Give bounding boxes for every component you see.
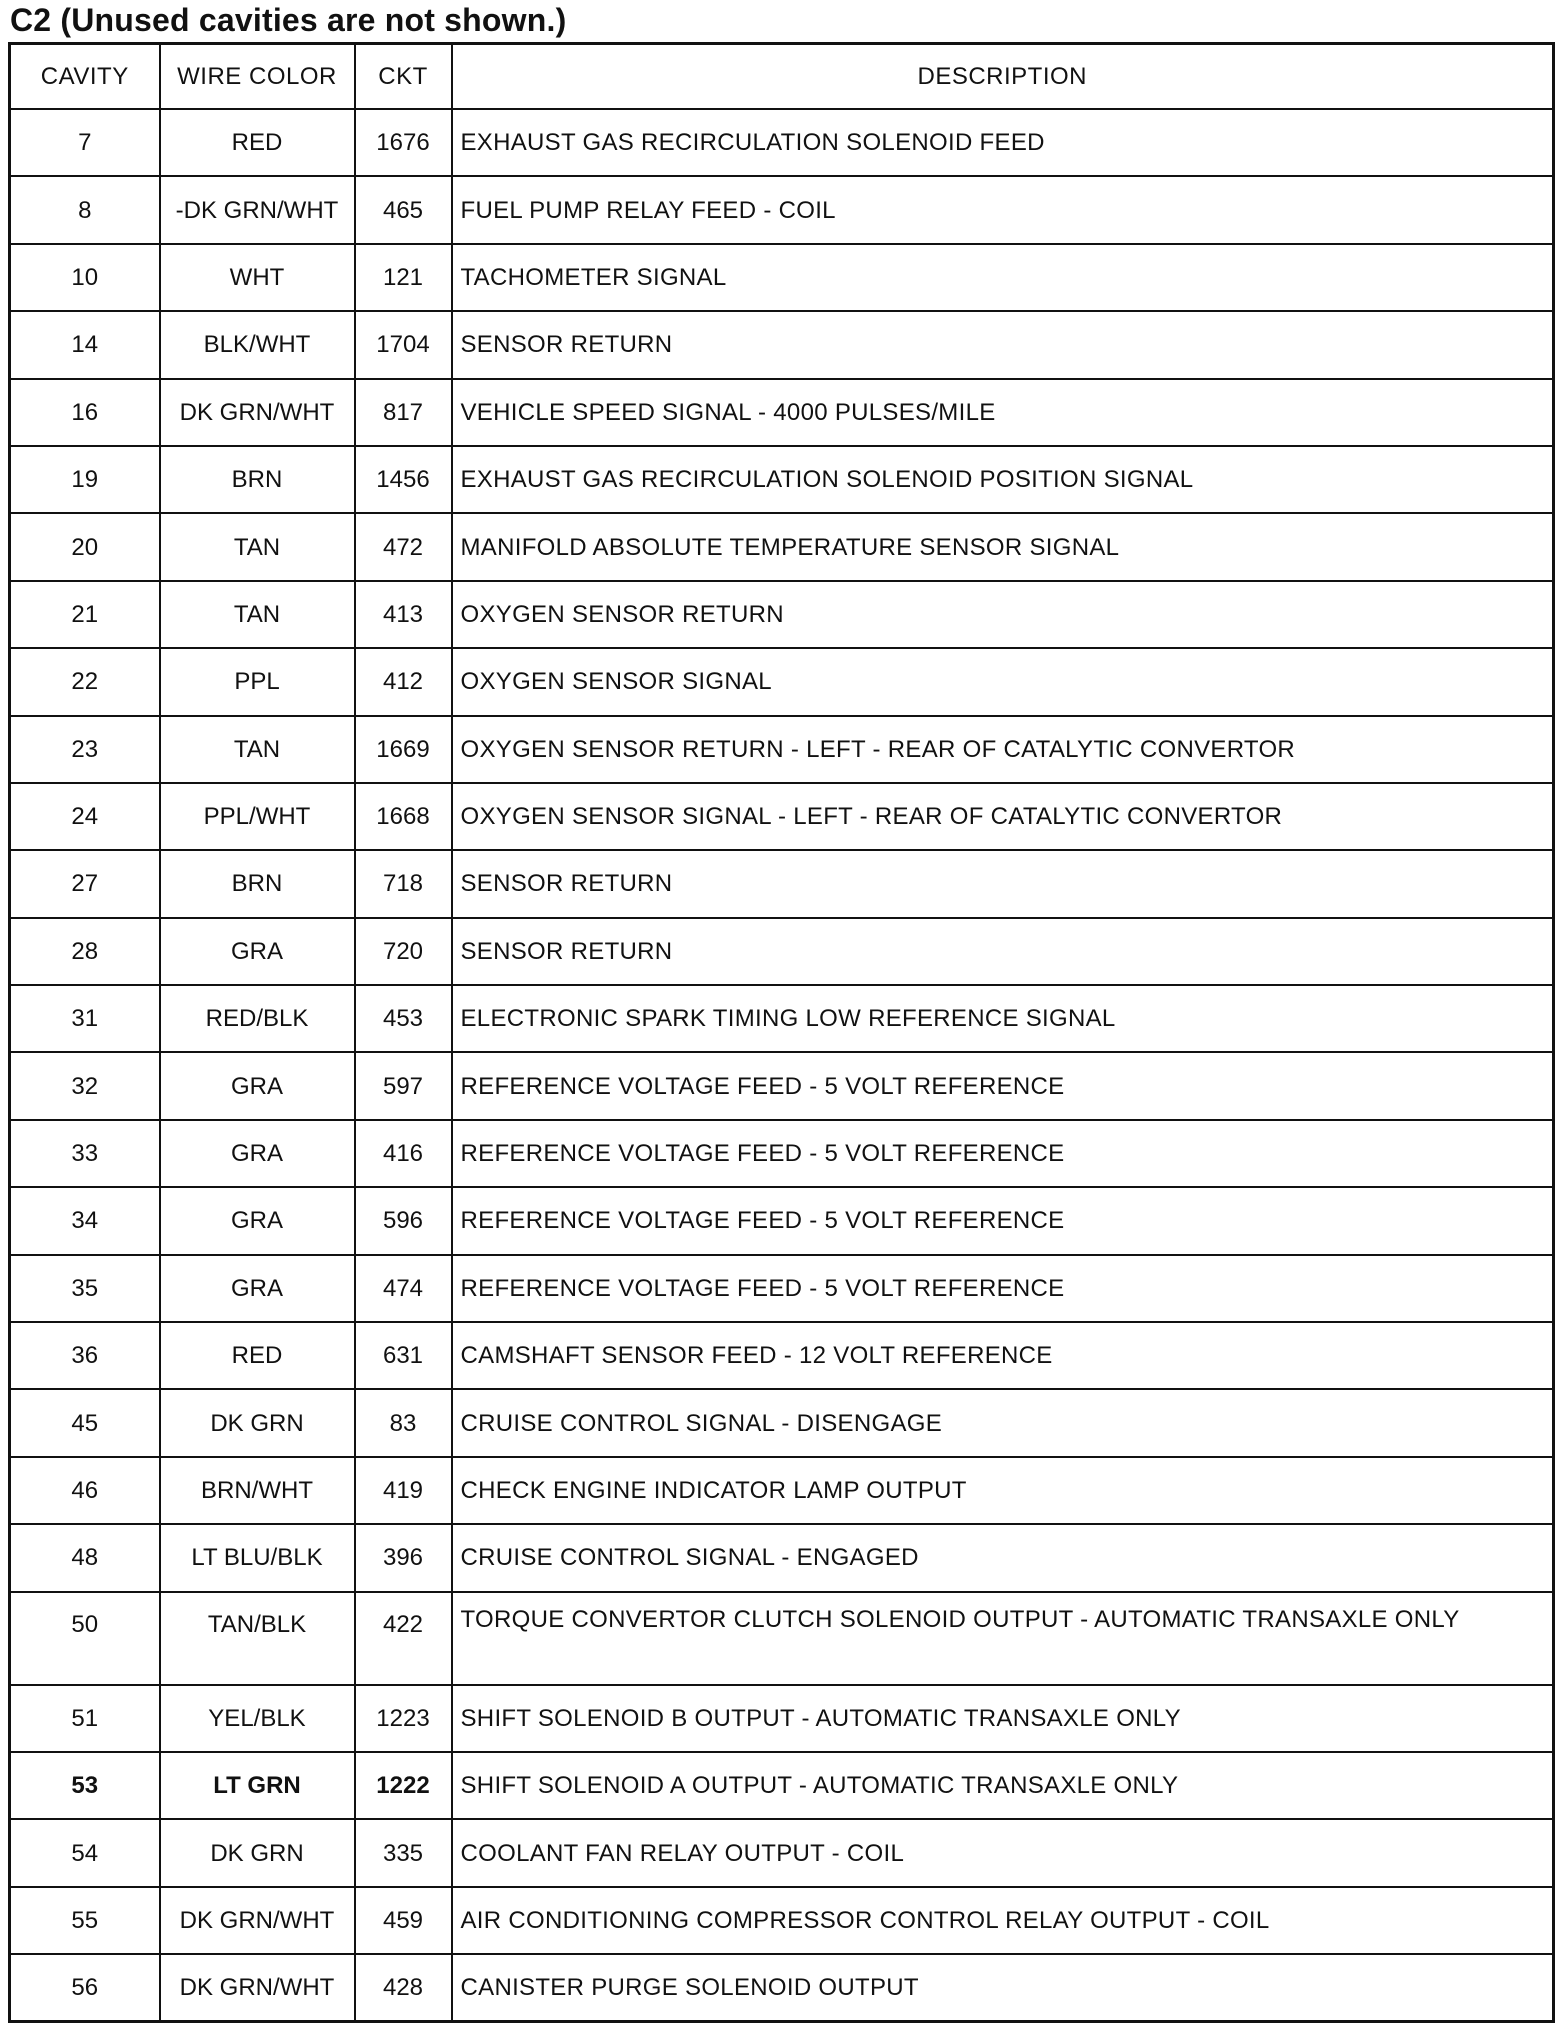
table-row [10, 716, 1554, 783]
table-row [10, 1187, 1554, 1254]
cell-wire-color: BRN [160, 850, 355, 917]
cell-cavity: 48 [10, 1524, 160, 1591]
cell-ckt: 597 [355, 1052, 452, 1119]
cell-ckt: 631 [355, 1322, 452, 1389]
cell-wire-color: BRN [160, 446, 355, 513]
cell-wire-color: DK GRN [160, 1819, 355, 1886]
table-row [10, 379, 1554, 446]
cell-description: SENSOR RETURN [452, 850, 1554, 917]
cell-ckt: 465 [355, 176, 452, 243]
table-row [10, 918, 1554, 985]
cell-description: COOLANT FAN RELAY OUTPUT - COIL [452, 1819, 1554, 1886]
cell-wire-color: GRA [160, 1187, 355, 1254]
cell-ckt: 1704 [355, 311, 452, 378]
page-title: C2 (Unused cavities are not shown.) [10, 2, 567, 38]
cell-cavity: 33 [10, 1120, 160, 1187]
cell-wire-color: DK GRN [160, 1389, 355, 1456]
cell-ckt: 718 [355, 850, 452, 917]
cell-description: AIR CONDITIONING COMPRESSOR CONTROL RELAY OUTPUT - COIL [452, 1887, 1554, 1954]
cell-ckt: 419 [355, 1457, 452, 1524]
cell-wire-color: DK GRN/WHT [160, 379, 355, 446]
cell-description: SENSOR RETURN [452, 311, 1554, 378]
table-row [10, 1322, 1554, 1389]
table-row [10, 446, 1554, 513]
cell-cavity: 24 [10, 783, 160, 850]
table-header-row [10, 44, 1554, 110]
cell-description: REFERENCE VOLTAGE FEED - 5 VOLT REFERENCE [452, 1187, 1554, 1254]
cell-description: CRUISE CONTROL SIGNAL - ENGAGED [452, 1524, 1554, 1591]
cell-description: CANISTER PURGE SOLENOID OUTPUT [452, 1954, 1554, 2021]
cell-wire-color: YEL/BLK [160, 1685, 355, 1752]
cell-ckt: 422 [355, 1592, 452, 1685]
cell-description: SHIFT SOLENOID A OUTPUT - AUTOMATIC TRANSAXLE ONLY [452, 1752, 1554, 1819]
cell-description: OXYGEN SENSOR SIGNAL - LEFT - REAR OF CATALYTIC CONVERTOR [452, 783, 1554, 850]
cell-description: CAMSHAFT SENSOR FEED - 12 VOLT REFERENCE [452, 1322, 1554, 1389]
cell-ckt: 428 [355, 1954, 452, 2021]
cell-wire-color: GRA [160, 918, 355, 985]
cell-wire-color: GRA [160, 1052, 355, 1119]
cell-cavity: 10 [10, 244, 160, 311]
cell-cavity: 14 [10, 311, 160, 378]
table-row [10, 1389, 1554, 1456]
cell-description: OXYGEN SENSOR RETURN [452, 581, 1554, 648]
table-row [10, 1052, 1554, 1119]
table-row [10, 109, 1554, 176]
table-row [10, 1524, 1554, 1591]
column-header-description: DESCRIPTION [452, 44, 1554, 110]
table-row [10, 1120, 1554, 1187]
table-row [10, 850, 1554, 917]
cell-cavity: 8 [10, 176, 160, 243]
cell-ckt: 472 [355, 513, 452, 580]
cell-wire-color: TAN [160, 581, 355, 648]
cell-cavity: 21 [10, 581, 160, 648]
cell-ckt: 416 [355, 1120, 452, 1187]
cell-description: TACHOMETER SIGNAL [452, 244, 1554, 311]
cell-ckt: 396 [355, 1524, 452, 1591]
cell-description: FUEL PUMP RELAY FEED - COIL [452, 176, 1554, 243]
cell-wire-color: LT BLU/BLK [160, 1524, 355, 1591]
cell-ckt: 1223 [355, 1685, 452, 1752]
table-row [10, 1954, 1554, 2021]
cell-wire-color: DK GRN/WHT [160, 1954, 355, 2021]
cell-ckt: 596 [355, 1187, 452, 1254]
table-row [10, 176, 1554, 243]
cell-wire-color: GRA [160, 1120, 355, 1187]
column-header-ckt: CKT [355, 44, 452, 110]
table-row [10, 513, 1554, 580]
cell-cavity: 36 [10, 1322, 160, 1389]
cell-ckt: 817 [355, 379, 452, 446]
cell-description: SHIFT SOLENOID B OUTPUT - AUTOMATIC TRANSAXLE ONLY [452, 1685, 1554, 1752]
cell-cavity: 7 [10, 109, 160, 176]
cell-description: EXHAUST GAS RECIRCULATION SOLENOID FEED [452, 109, 1554, 176]
cell-ckt: 335 [355, 1819, 452, 1886]
cell-wire-color: BLK/WHT [160, 311, 355, 378]
cell-ckt: 83 [355, 1389, 452, 1456]
cell-cavity: 20 [10, 513, 160, 580]
table-row [10, 1887, 1554, 1954]
table-row [10, 783, 1554, 850]
cell-cavity: 55 [10, 1887, 160, 1954]
cell-cavity: 50 [10, 1592, 160, 1685]
cell-wire-color: RED/BLK [160, 985, 355, 1052]
table-row [10, 1685, 1554, 1752]
cell-wire-color: TAN/BLK [160, 1592, 355, 1685]
column-header-cavity: CAVITY [10, 44, 160, 110]
cell-wire-color: TAN [160, 716, 355, 783]
cell-cavity: 16 [10, 379, 160, 446]
cell-ckt: 720 [355, 918, 452, 985]
table-row [10, 1255, 1554, 1322]
cell-description: REFERENCE VOLTAGE FEED - 5 VOLT REFERENCE [452, 1255, 1554, 1322]
cell-ckt: 1669 [355, 716, 452, 783]
cell-cavity: 32 [10, 1052, 160, 1119]
cell-ckt: 459 [355, 1887, 452, 1954]
cell-wire-color: PPL [160, 648, 355, 715]
cell-ckt: 412 [355, 648, 452, 715]
cell-cavity: 53 [10, 1752, 160, 1819]
cell-wire-color: PPL/WHT [160, 783, 355, 850]
cell-wire-color: -DK GRN/WHT [160, 176, 355, 243]
cell-wire-color: TAN [160, 513, 355, 580]
cell-description: REFERENCE VOLTAGE FEED - 5 VOLT REFERENCE [452, 1052, 1554, 1119]
table-row [10, 1819, 1554, 1886]
cell-cavity: 34 [10, 1187, 160, 1254]
cell-description: CRUISE CONTROL SIGNAL - DISENGAGE [452, 1389, 1554, 1456]
cell-ckt: 474 [355, 1255, 452, 1322]
cell-description: VEHICLE SPEED SIGNAL - 4000 PULSES/MILE [452, 379, 1554, 446]
cell-ckt: 1456 [355, 446, 452, 513]
cell-wire-color: GRA [160, 1255, 355, 1322]
cell-cavity: 35 [10, 1255, 160, 1322]
cell-ckt: 1222 [355, 1752, 452, 1819]
cell-wire-color: BRN/WHT [160, 1457, 355, 1524]
cell-cavity: 19 [10, 446, 160, 513]
cell-cavity: 45 [10, 1389, 160, 1456]
table-row [10, 648, 1554, 715]
column-header-wire-color: WIRE COLOR [160, 44, 355, 110]
cell-ckt: 1676 [355, 109, 452, 176]
table-row [10, 311, 1554, 378]
cell-wire-color: DK GRN/WHT [160, 1887, 355, 1954]
cell-description: OXYGEN SENSOR SIGNAL [452, 648, 1554, 715]
cell-description: MANIFOLD ABSOLUTE TEMPERATURE SENSOR SIGNAL [452, 513, 1554, 580]
cell-cavity: 51 [10, 1685, 160, 1752]
cell-cavity: 56 [10, 1954, 160, 2021]
table-body [10, 109, 1554, 2022]
cell-description: OXYGEN SENSOR RETURN - LEFT - REAR OF CATALYTIC CONVERTOR [452, 716, 1554, 783]
cell-description: EXHAUST GAS RECIRCULATION SOLENOID POSITION SIGNAL [452, 446, 1554, 513]
cell-description: REFERENCE VOLTAGE FEED - 5 VOLT REFERENCE [452, 1120, 1554, 1187]
cell-wire-color: LT GRN [160, 1752, 355, 1819]
table-row [10, 985, 1554, 1052]
cell-ckt: 121 [355, 244, 452, 311]
cell-cavity: 27 [10, 850, 160, 917]
table-row [10, 244, 1554, 311]
cell-description: SENSOR RETURN [452, 918, 1554, 985]
cell-wire-color: WHT [160, 244, 355, 311]
cell-cavity: 23 [10, 716, 160, 783]
cell-ckt: 413 [355, 581, 452, 648]
cell-cavity: 31 [10, 985, 160, 1052]
table-row [10, 581, 1554, 648]
cell-cavity: 54 [10, 1819, 160, 1886]
cell-wire-color: RED [160, 109, 355, 176]
cell-cavity: 22 [10, 648, 160, 715]
cell-cavity: 46 [10, 1457, 160, 1524]
cell-description: CHECK ENGINE INDICATOR LAMP OUTPUT [452, 1457, 1554, 1524]
connector-pinout-table [8, 42, 1555, 2023]
cell-ckt: 453 [355, 985, 452, 1052]
table-row [10, 1752, 1554, 1819]
cell-cavity: 28 [10, 918, 160, 985]
cell-description: ELECTRONIC SPARK TIMING LOW REFERENCE SIGNAL [452, 985, 1554, 1052]
table-row [10, 1457, 1554, 1524]
table-row [10, 1592, 1554, 1685]
cell-wire-color: RED [160, 1322, 355, 1389]
cell-ckt: 1668 [355, 783, 452, 850]
cell-description: TORQUE CONVERTOR CLUTCH SOLENOID OUTPUT - AUTOMATIC TRANSAXLE ONLY [452, 1592, 1554, 1685]
